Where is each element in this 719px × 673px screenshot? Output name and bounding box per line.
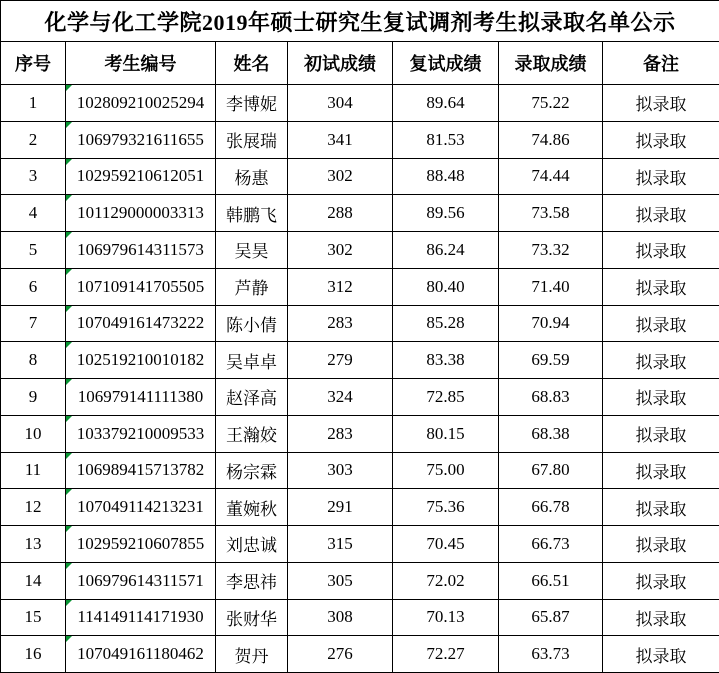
cell-candidate-id-text: 114149114171930 xyxy=(77,607,204,627)
cell-admission-score xyxy=(499,562,603,599)
cell-no xyxy=(1,342,66,379)
cell-retest-score xyxy=(393,268,499,305)
cell-remark-text: 拟录取 xyxy=(635,352,687,372)
cell-remark xyxy=(603,379,719,416)
cell-candidate-id-text: 107049161180462 xyxy=(77,644,204,664)
cell-candidate-id xyxy=(66,526,216,563)
cell-name xyxy=(216,526,288,563)
cell-no-text: 6 xyxy=(28,276,38,296)
cell-remark-text: 拟录取 xyxy=(635,279,687,299)
cell-initial-score xyxy=(288,195,393,232)
cell-admission-score-text: 66.78 xyxy=(531,497,570,517)
cell-no-text: 10 xyxy=(24,423,42,443)
cell-admission-score xyxy=(499,636,603,673)
cell-initial-score xyxy=(288,379,393,416)
header-row xyxy=(1,42,719,85)
cell-initial-score-text: 291 xyxy=(327,497,353,517)
cell-retest-score-text: 72.85 xyxy=(426,386,465,406)
cell-name-text: 吴昊 xyxy=(234,242,269,262)
cell-name xyxy=(216,232,288,269)
cell-initial-score xyxy=(288,489,393,526)
cell-name xyxy=(216,305,288,342)
cell-candidate-id-text: 107109141705505 xyxy=(76,276,205,296)
cell-admission-score-text: 65.87 xyxy=(531,607,570,627)
cell-name-text: 芦静 xyxy=(234,279,269,299)
cell-no-text: 9 xyxy=(28,386,38,406)
table-row xyxy=(1,195,719,232)
cell-retest-score-text: 80.15 xyxy=(426,423,465,443)
cell-initial-score xyxy=(288,562,393,599)
cell-retest-score xyxy=(393,599,499,636)
cell-no-text: 15 xyxy=(24,607,42,627)
cell-candidate-id xyxy=(66,195,216,232)
cell-remark-text: 拟录取 xyxy=(635,315,687,335)
cell-no xyxy=(1,562,66,599)
cell-retest-score xyxy=(393,195,499,232)
cell-admission-score-text: 71.40 xyxy=(531,276,570,296)
table-row xyxy=(1,489,719,526)
cell-no-text: 3 xyxy=(28,166,38,186)
cell-retest-score-text: 75.36 xyxy=(426,497,465,517)
cell-initial-score xyxy=(288,232,393,269)
number-stored-as-text-indicator-icon xyxy=(66,306,72,312)
cell-initial-score xyxy=(288,85,393,122)
number-stored-as-text-indicator-icon xyxy=(66,342,72,348)
cell-retest-score xyxy=(393,379,499,416)
cell-name-text: 张财华 xyxy=(226,609,277,629)
cell-name-text: 陈小倩 xyxy=(226,315,277,335)
cell-no xyxy=(1,195,66,232)
cell-remark xyxy=(603,158,719,195)
table-row xyxy=(1,342,719,379)
cell-admission-score-text: 73.32 xyxy=(531,239,570,259)
number-stored-as-text-indicator-icon xyxy=(66,159,72,165)
cell-retest-score xyxy=(393,121,499,158)
cell-admission-score-text: 68.38 xyxy=(531,423,570,443)
cell-candidate-id-text: 102959210612051 xyxy=(76,166,205,186)
cell-admission-score xyxy=(499,85,603,122)
number-stored-as-text-indicator-icon xyxy=(66,269,72,275)
cell-remark xyxy=(603,636,719,673)
table-row xyxy=(1,121,719,158)
cell-retest-score-text: 83.38 xyxy=(426,350,465,370)
cell-no xyxy=(1,305,66,342)
cell-admission-score-text: 67.80 xyxy=(531,460,570,480)
cell-name-text: 李思祎 xyxy=(226,573,277,593)
cell-initial-score-text: 302 xyxy=(327,239,353,259)
table-row xyxy=(1,415,719,452)
cell-remark-text: 拟录取 xyxy=(635,462,687,482)
cell-candidate-id-text: 106979141111380 xyxy=(77,386,204,406)
table-row xyxy=(1,562,719,599)
cell-name-text: 王瀚姣 xyxy=(226,426,277,446)
cell-admission-score-text: 70.94 xyxy=(531,313,570,333)
cell-initial-score-text: 279 xyxy=(327,350,353,370)
page-title: 化学与化工学院2019年硕士研究生复试调剂考生拟录取名单公示 xyxy=(1,1,719,42)
cell-admission-score xyxy=(499,268,603,305)
cell-candidate-id xyxy=(66,85,216,122)
cell-retest-score-text: 75.00 xyxy=(426,460,465,480)
cell-remark xyxy=(603,268,719,305)
cell-name xyxy=(216,562,288,599)
number-stored-as-text-indicator-icon xyxy=(66,195,72,201)
cell-name-text: 杨宗霖 xyxy=(226,462,277,482)
cell-no-text: 7 xyxy=(28,313,38,333)
column-header-initial-score: 初试成绩 xyxy=(288,42,393,85)
cell-admission-score xyxy=(499,305,603,342)
cell-candidate-id-text: 106989415713782 xyxy=(76,460,205,480)
cell-candidate-id xyxy=(66,342,216,379)
cell-initial-score xyxy=(288,452,393,489)
cell-remark-text: 拟录取 xyxy=(635,389,687,409)
cell-name-text: 刘忠诚 xyxy=(226,536,277,556)
cell-initial-score-text: 305 xyxy=(327,570,353,590)
cell-no xyxy=(1,121,66,158)
cell-admission-score-text: 74.44 xyxy=(531,166,570,186)
cell-admission-score-text: 66.73 xyxy=(531,533,570,553)
cell-retest-score xyxy=(393,158,499,195)
cell-candidate-id xyxy=(66,158,216,195)
cell-retest-score-text: 80.40 xyxy=(426,276,465,296)
cell-initial-score-text: 283 xyxy=(327,313,353,333)
cell-remark xyxy=(603,121,719,158)
column-header-retest-score: 复试成绩 xyxy=(393,42,499,85)
cell-remark xyxy=(603,305,719,342)
number-stored-as-text-indicator-icon xyxy=(66,416,72,422)
cell-initial-score-text: 341 xyxy=(327,129,353,149)
table-row xyxy=(1,85,719,122)
cell-admission-score xyxy=(499,342,603,379)
cell-name xyxy=(216,489,288,526)
cell-admission-score-text: 75.22 xyxy=(531,92,570,112)
number-stored-as-text-indicator-icon xyxy=(66,453,72,459)
cell-candidate-id-text: 106979321611655 xyxy=(77,129,204,149)
cell-retest-score xyxy=(393,489,499,526)
cell-candidate-id-text: 102959210607855 xyxy=(76,533,205,553)
cell-no xyxy=(1,379,66,416)
number-stored-as-text-indicator-icon xyxy=(66,636,72,642)
cell-no xyxy=(1,489,66,526)
cell-retest-score-text: 86.24 xyxy=(426,239,465,259)
cell-no-text: 8 xyxy=(28,350,38,370)
column-header-name: 姓名 xyxy=(216,42,288,85)
cell-initial-score-text: 304 xyxy=(327,92,353,112)
cell-name-text: 张展瑞 xyxy=(226,132,277,152)
cell-candidate-id xyxy=(66,599,216,636)
cell-retest-score xyxy=(393,232,499,269)
cell-retest-score xyxy=(393,305,499,342)
cell-initial-score-text: 288 xyxy=(327,203,353,223)
cell-retest-score-text: 70.45 xyxy=(426,533,465,553)
cell-no xyxy=(1,232,66,269)
cell-admission-score xyxy=(499,158,603,195)
table-row xyxy=(1,158,719,195)
cell-candidate-id-text: 101129000003313 xyxy=(77,203,204,223)
cell-no-text: 4 xyxy=(28,203,38,223)
cell-no-text: 16 xyxy=(24,644,42,664)
cell-initial-score xyxy=(288,599,393,636)
cell-candidate-id xyxy=(66,489,216,526)
cell-retest-score-text: 72.02 xyxy=(426,570,465,590)
cell-candidate-id-text: 102809210025294 xyxy=(76,92,205,112)
cell-remark-text: 拟录取 xyxy=(635,205,687,225)
cell-initial-score xyxy=(288,158,393,195)
cell-admission-score-text: 74.86 xyxy=(531,129,570,149)
cell-remark-text: 拟录取 xyxy=(635,609,687,629)
column-header-remark: 备注 xyxy=(603,42,719,85)
cell-remark xyxy=(603,599,719,636)
table-row xyxy=(1,379,719,416)
cell-candidate-id-text: 103379210009533 xyxy=(76,423,205,443)
cell-candidate-id xyxy=(66,452,216,489)
cell-name-text: 杨惠 xyxy=(234,168,269,188)
number-stored-as-text-indicator-icon xyxy=(66,526,72,532)
cell-remark xyxy=(603,232,719,269)
table-row xyxy=(1,636,719,673)
cell-no xyxy=(1,268,66,305)
cell-initial-score-text: 312 xyxy=(327,276,353,296)
table-row xyxy=(1,599,719,636)
cell-retest-score xyxy=(393,342,499,379)
cell-name xyxy=(216,85,288,122)
cell-initial-score xyxy=(288,526,393,563)
table-row xyxy=(1,305,719,342)
cell-retest-score xyxy=(393,526,499,563)
cell-retest-score-text: 89.56 xyxy=(426,203,465,223)
cell-admission-score xyxy=(499,452,603,489)
cell-remark xyxy=(603,562,719,599)
cell-candidate-id xyxy=(66,636,216,673)
cell-name xyxy=(216,268,288,305)
cell-initial-score-text: 276 xyxy=(327,644,353,664)
cell-remark-text: 拟录取 xyxy=(635,168,687,188)
cell-remark xyxy=(603,452,719,489)
cell-name xyxy=(216,379,288,416)
cell-remark-text: 拟录取 xyxy=(635,646,687,666)
cell-candidate-id xyxy=(66,379,216,416)
cell-name-text: 韩鹏飞 xyxy=(226,205,277,225)
cell-retest-score xyxy=(393,415,499,452)
cell-name-text: 吴卓卓 xyxy=(226,352,277,372)
cell-admission-score xyxy=(499,232,603,269)
title-row xyxy=(1,1,719,42)
cell-remark-text: 拟录取 xyxy=(635,573,687,593)
cell-initial-score xyxy=(288,636,393,673)
cell-name-text: 贺丹 xyxy=(234,646,269,666)
cell-retest-score-text: 89.64 xyxy=(426,92,465,112)
cell-admission-score xyxy=(499,599,603,636)
cell-remark xyxy=(603,489,719,526)
cell-name-text: 李博妮 xyxy=(226,95,277,115)
cell-remark-text: 拟录取 xyxy=(635,242,687,262)
cell-remark xyxy=(603,85,719,122)
cell-remark xyxy=(603,195,719,232)
number-stored-as-text-indicator-icon xyxy=(66,232,72,238)
cell-remark-text: 拟录取 xyxy=(635,132,687,152)
cell-remark-text: 拟录取 xyxy=(635,426,687,446)
table-row xyxy=(1,452,719,489)
cell-no xyxy=(1,526,66,563)
cell-name xyxy=(216,599,288,636)
cell-candidate-id-text: 106979614311571 xyxy=(77,570,204,590)
cell-admission-score xyxy=(499,489,603,526)
cell-name xyxy=(216,452,288,489)
cell-candidate-id-text: 102519210010182 xyxy=(76,350,205,370)
cell-name xyxy=(216,342,288,379)
cell-no-text: 11 xyxy=(24,460,42,480)
cell-remark xyxy=(603,526,719,563)
column-header-admission-score: 录取成绩 xyxy=(499,42,603,85)
cell-candidate-id-text: 107049114213231 xyxy=(77,497,204,517)
cell-initial-score-text: 308 xyxy=(327,607,353,627)
cell-admission-score xyxy=(499,526,603,563)
cell-candidate-id xyxy=(66,121,216,158)
cell-admission-score-text: 73.58 xyxy=(531,203,570,223)
cell-admission-score xyxy=(499,379,603,416)
cell-candidate-id-text: 106979614311573 xyxy=(77,239,204,259)
cell-name xyxy=(216,195,288,232)
cell-candidate-id xyxy=(66,232,216,269)
number-stored-as-text-indicator-icon xyxy=(66,600,72,606)
column-header-candidate-id: 考生编号 xyxy=(66,42,216,85)
cell-initial-score-text: 303 xyxy=(327,460,353,480)
cell-candidate-id xyxy=(66,305,216,342)
cell-retest-score xyxy=(393,636,499,673)
cell-no-text: 14 xyxy=(24,570,42,590)
cell-remark-text: 拟录取 xyxy=(635,536,687,556)
cell-initial-score xyxy=(288,415,393,452)
cell-retest-score-text: 70.13 xyxy=(426,607,465,627)
cell-name-text: 赵泽高 xyxy=(226,389,277,409)
cell-initial-score xyxy=(288,305,393,342)
cell-remark-text: 拟录取 xyxy=(635,499,687,519)
cell-no-text: 2 xyxy=(28,129,38,149)
cell-no xyxy=(1,452,66,489)
cell-retest-score xyxy=(393,85,499,122)
cell-name-text: 董婉秋 xyxy=(226,499,277,519)
cell-admission-score-text: 69.59 xyxy=(531,350,570,370)
cell-retest-score-text: 85.28 xyxy=(426,313,465,333)
cell-retest-score-text: 72.27 xyxy=(426,644,465,664)
cell-remark xyxy=(603,415,719,452)
cell-initial-score xyxy=(288,121,393,158)
number-stored-as-text-indicator-icon xyxy=(66,85,72,91)
table-row xyxy=(1,526,719,563)
cell-initial-score-text: 324 xyxy=(327,386,353,406)
cell-no xyxy=(1,415,66,452)
cell-no xyxy=(1,599,66,636)
cell-no-text: 1 xyxy=(28,92,38,112)
cell-name xyxy=(216,636,288,673)
cell-admission-score-text: 68.83 xyxy=(531,386,570,406)
cell-name xyxy=(216,121,288,158)
cell-candidate-id xyxy=(66,268,216,305)
cell-initial-score-text: 283 xyxy=(327,423,353,443)
cell-initial-score-text: 302 xyxy=(327,166,353,186)
cell-no-text: 13 xyxy=(24,533,42,553)
cell-no-text: 12 xyxy=(24,497,42,517)
table-row xyxy=(1,232,719,269)
table-row xyxy=(1,268,719,305)
cell-candidate-id-text: 107049161473222 xyxy=(76,313,205,333)
cell-initial-score xyxy=(288,268,393,305)
cell-admission-score-text: 66.51 xyxy=(531,570,570,590)
cell-admission-score xyxy=(499,415,603,452)
cell-retest-score xyxy=(393,452,499,489)
number-stored-as-text-indicator-icon xyxy=(66,122,72,128)
cell-candidate-id xyxy=(66,562,216,599)
cell-admission-score xyxy=(499,121,603,158)
cell-no xyxy=(1,158,66,195)
cell-remark-text: 拟录取 xyxy=(635,95,687,115)
cell-retest-score-text: 81.53 xyxy=(426,129,465,149)
cell-initial-score-text: 315 xyxy=(327,533,353,553)
cell-no xyxy=(1,636,66,673)
cell-retest-score xyxy=(393,562,499,599)
cell-no-text: 5 xyxy=(28,239,38,259)
column-header-no: 序号 xyxy=(1,42,66,85)
cell-admission-score xyxy=(499,195,603,232)
number-stored-as-text-indicator-icon xyxy=(66,563,72,569)
number-stored-as-text-indicator-icon xyxy=(66,379,72,385)
cell-remark xyxy=(603,342,719,379)
cell-no xyxy=(1,85,66,122)
cell-admission-score-text: 63.73 xyxy=(531,644,570,664)
cell-retest-score-text: 88.48 xyxy=(426,166,465,186)
cell-candidate-id xyxy=(66,415,216,452)
cell-name xyxy=(216,415,288,452)
cell-initial-score xyxy=(288,342,393,379)
cell-name xyxy=(216,158,288,195)
number-stored-as-text-indicator-icon xyxy=(66,489,72,495)
